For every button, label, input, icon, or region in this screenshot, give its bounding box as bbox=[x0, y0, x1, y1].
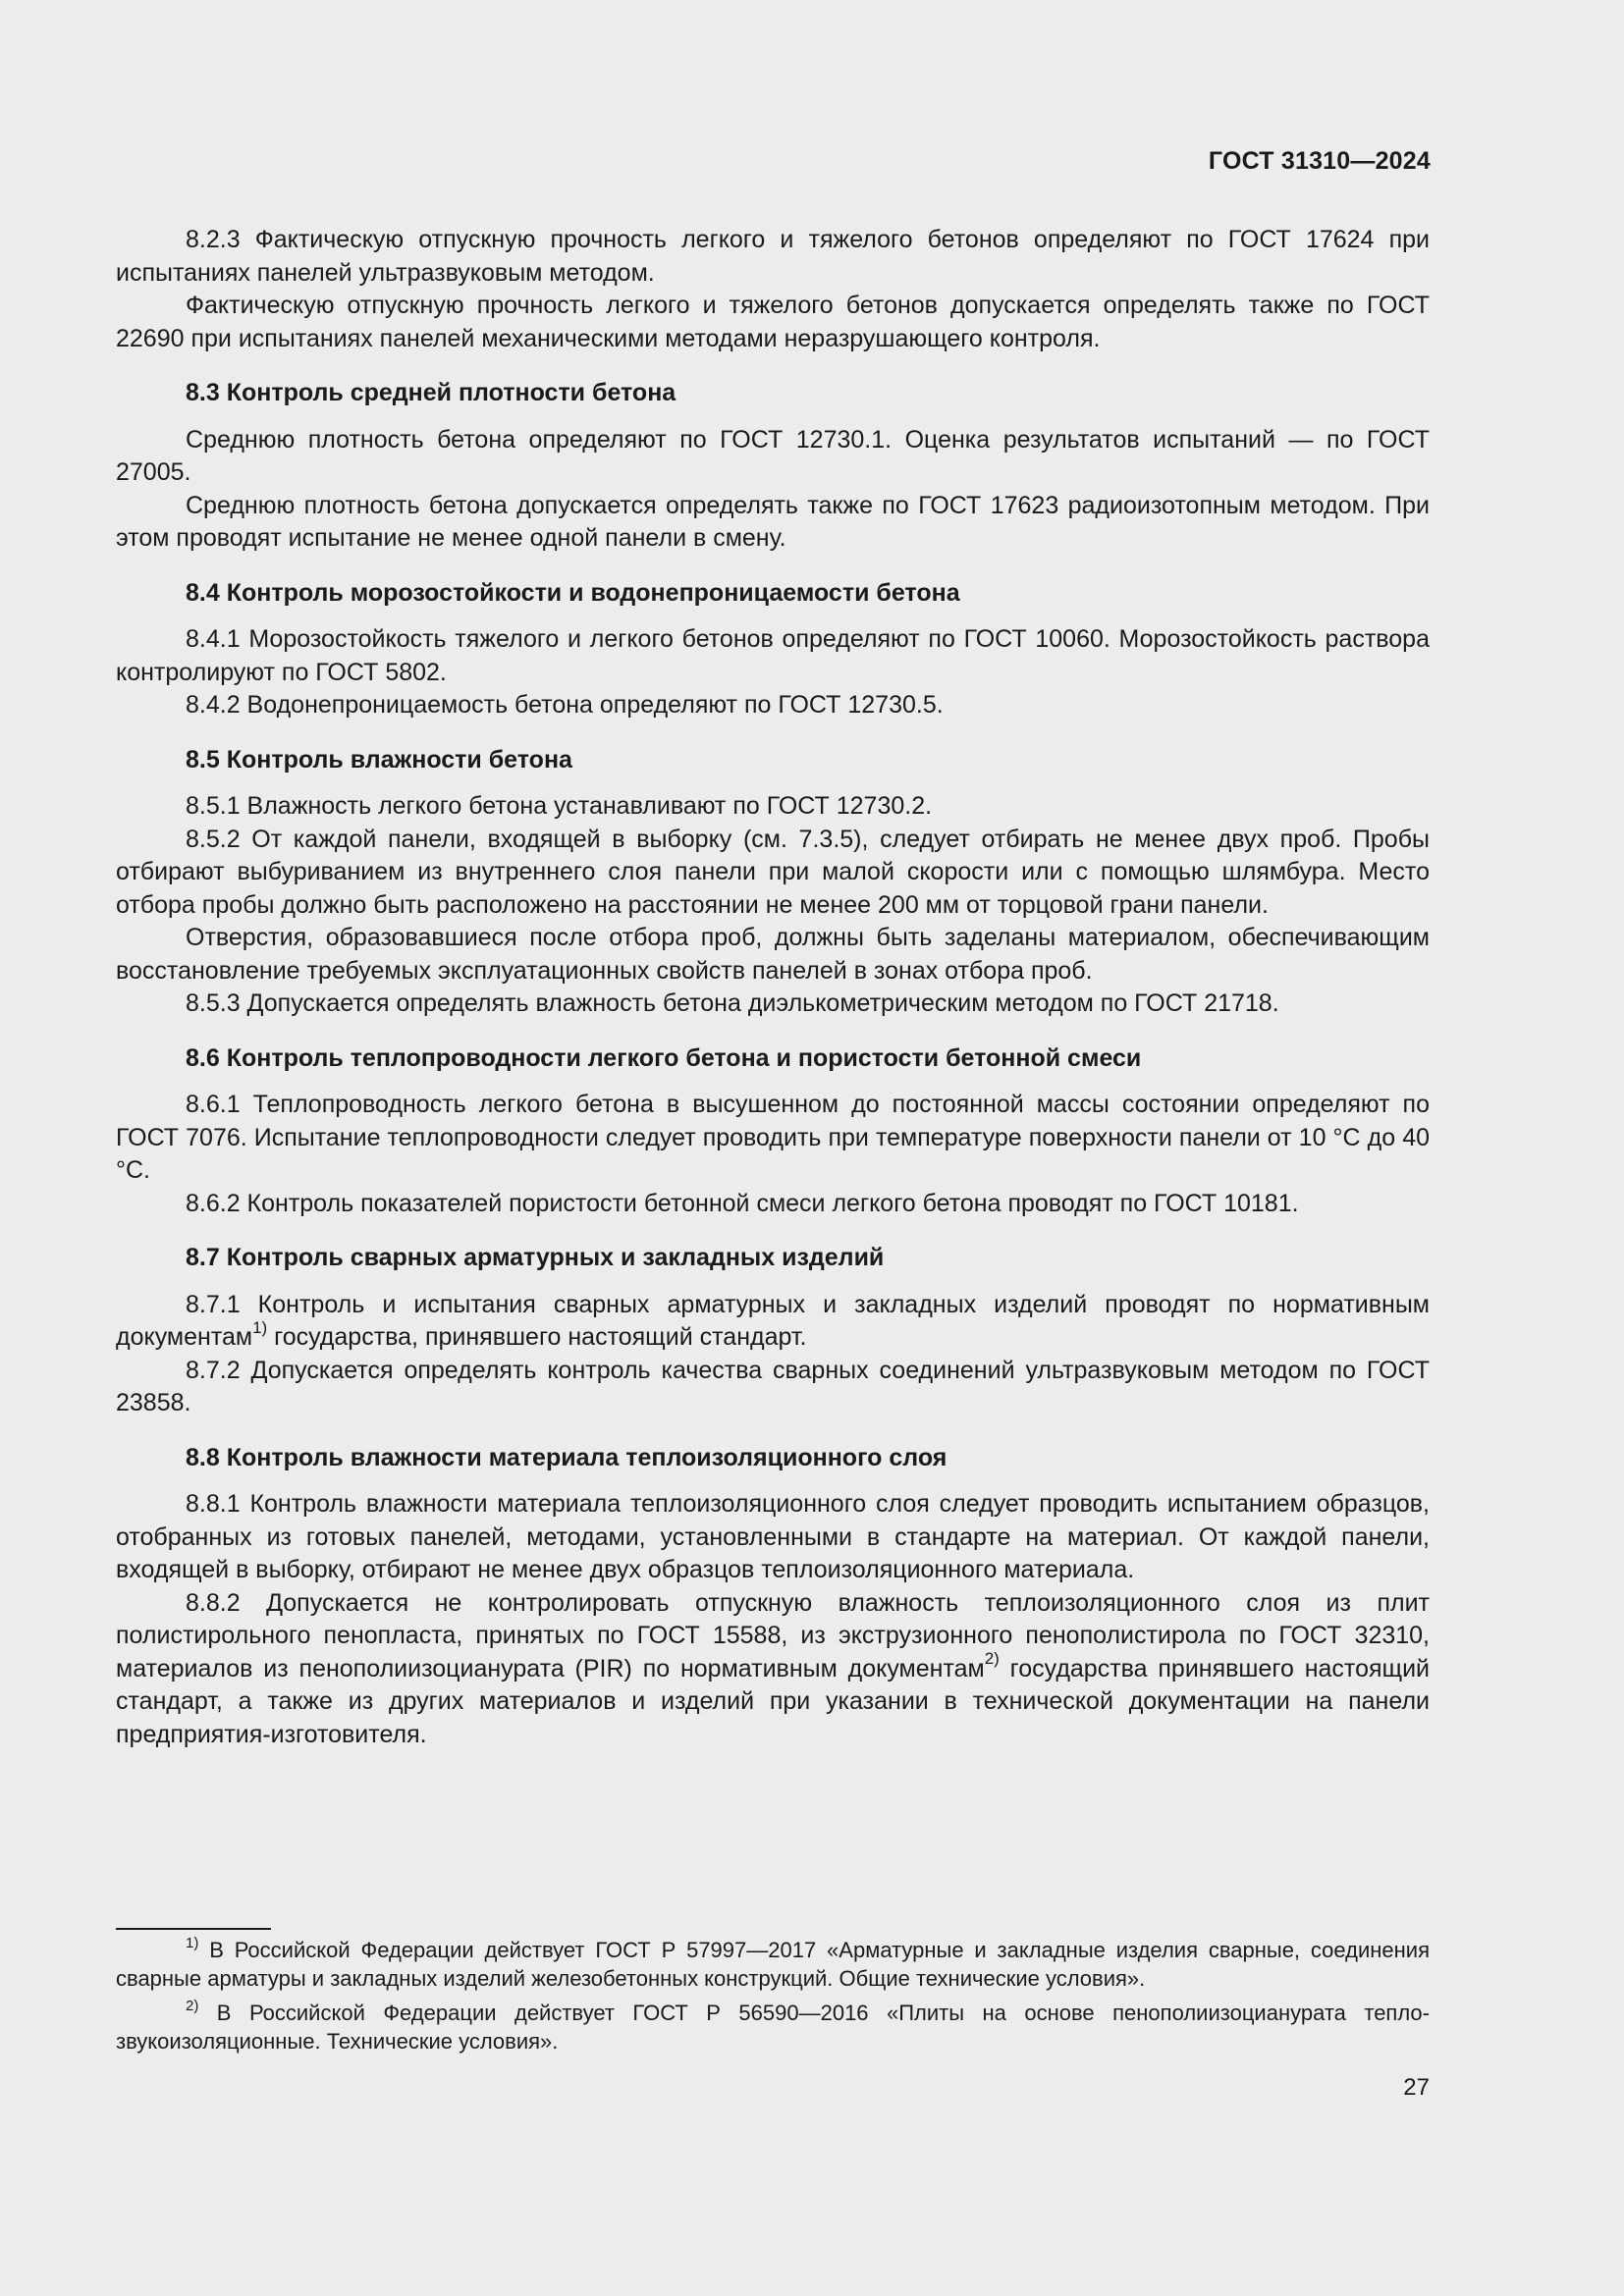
paragraph bbox=[116, 824, 1430, 923]
footnote bbox=[116, 1936, 1430, 1993]
paragraph bbox=[116, 424, 1430, 490]
paragraph-text: Среднюю плотность бетона определяют по ГОСТ 12730.1. Оценка результатов испытаний — по ГОСТ 27005. bbox=[116, 425, 1430, 486]
paragraph bbox=[116, 1089, 1430, 1188]
paragraph-text: 8.7 Контроль сварных арматурных и закладных изделий bbox=[186, 1244, 885, 1271]
paragraph bbox=[116, 1188, 1430, 1221]
paragraph-text: 8.8 Контроль влажности материала теплоизоляционного слоя bbox=[186, 1443, 947, 1471]
paragraph bbox=[116, 1488, 1430, 1587]
paragraph bbox=[116, 623, 1430, 689]
paragraph-text: 8.4 Контроль морозостойкости и водонепроницаемости бетона bbox=[186, 578, 960, 607]
paragraph bbox=[116, 1587, 1430, 1752]
paragraph bbox=[116, 790, 1430, 824]
paragraph-text: 8.8.1 Контроль влажности материала теплоизоляционного слоя следует проводить испытанием образцов, отобранных из готовых панелей, методами, установленными в стандарте на материал. От каждой панели, входящей в выборку, отбирают не менее двух образцов теплоизоляционного материала. bbox=[116, 1490, 1430, 1583]
paragraph bbox=[116, 224, 1430, 290]
paragraph-text: 8.5 Контроль влажности бетона bbox=[186, 745, 572, 774]
footnote-mark: 2) bbox=[186, 1997, 199, 2014]
section-heading bbox=[116, 1442, 1430, 1475]
paragraph-text: 8.8.2 Допускается не контролировать отпускную влажность теплоизоляционного слоя из плит полистирольного пенопласта, принятых по ГОСТ 15588, из экструзионного пенополистирола по ГОСТ 32310, материалов из пенополиизоцианурата (PIR) по нормативным документам bbox=[116, 1588, 1430, 1682]
paragraph-text: 8.4.2 Водонепроницаемость бетона определяют по ГОСТ 12730.5. bbox=[186, 691, 944, 719]
paragraph bbox=[116, 689, 1430, 722]
paragraph bbox=[116, 1289, 1430, 1355]
document-header: ГОСТ 31310—2024 bbox=[1208, 147, 1431, 175]
section-heading bbox=[116, 1042, 1430, 1076]
paragraph-text: Среднюю плотность бетона допускается определять также по ГОСТ 17623 радиоизотопным методом. При этом проводят испытание не менее одной панели в смену. bbox=[116, 491, 1430, 552]
paragraph-text: Отверстия, образовавшиеся после отбора проб, должны быть заделаны материалом, обеспечивающим восстановление требуемых эксплуатационных свойств панелей в зонах отбора проб. bbox=[116, 924, 1430, 985]
paragraph-text: 8.7.1 Контроль и испытания сварных арматурных и закладных изделий проводят по нормативным документам bbox=[116, 1290, 1430, 1351]
paragraph-text: 8.4.1 Морозостойкость тяжелого и легкого бетонов определяют по ГОСТ 10060. Морозостойкость раствора контролируют по ГОСТ 5802. bbox=[116, 625, 1430, 686]
footnote-reference: 2) bbox=[984, 1649, 1000, 1669]
paragraph bbox=[116, 1355, 1430, 1420]
paragraph bbox=[116, 988, 1430, 1021]
paragraph-text: 8.5.3 Допускается определять влажность бетона диэлькометрическим методом по ГОСТ 21718. bbox=[186, 989, 1279, 1017]
paragraph bbox=[116, 290, 1430, 355]
section-heading bbox=[116, 577, 1430, 611]
document-body bbox=[116, 224, 1430, 1751]
paragraph-text: государства, принявшего настоящий стандарт. bbox=[267, 1323, 807, 1351]
section-heading bbox=[116, 377, 1430, 410]
paragraph-text: 8.3 Контроль средней плотности бетона bbox=[186, 379, 677, 406]
paragraph-text: 8.5.2 От каждой панели, входящей в выборку (см. 7.3.5), следует отбирать не менее двух проб. Пробы отбирают выбуриванием из внутреннего слоя панели при малой скорости или с помощью шлямбура. Место отбора пробы должно быть расположено на расстоянии не менее 200 мм от торцовой грани панели. bbox=[116, 825, 1430, 919]
paragraph-text: 8.7.2 Допускается определять контроль качества сварных соединений ультразвуковым методом по ГОСТ 23858. bbox=[116, 1356, 1430, 1416]
page-number: 27 bbox=[1403, 2074, 1430, 2101]
footnote-text: В Российской Федерации действует ГОСТ Р 57997—2017 «Арматурные и закладные изделия сварные, соединения сварные арматуры и закладных изделий железобетонных конструкций. Общие технические условия». bbox=[116, 1938, 1430, 1991]
paragraph-text: 8.6 Контроль теплопроводности легкого бетона и пористости бетонной смеси bbox=[186, 1043, 1142, 1072]
paragraph-text: государства принявшего настоящий стандарт, а также из других материалов и изделий при указании в технической документации на панели предприятия-изготовителя. bbox=[116, 1654, 1431, 1748]
footnote bbox=[116, 1999, 1430, 2056]
section-heading bbox=[116, 1242, 1430, 1275]
paragraph-text: 8.2.3 Фактическую отпускную прочность легкого и тяжелого бетонов определяют по ГОСТ 17624 при испытаниях панелей ультразвуковым методом. bbox=[116, 226, 1430, 287]
footnote-text: В Российской Федерации действует ГОСТ Р 56590—2016 «Плиты на основе пенополиизоцианурата тепло-звукоизоляционные. Технические условия». bbox=[116, 2001, 1430, 2054]
paragraph-text: 8.6.1 Теплопроводность легкого бетона в высушенном до постоянной массы состоянии определяют по ГОСТ 7076. Испытание теплопроводности следует проводить при температуре поверхности панели от 10 °С до 40 °С. bbox=[116, 1091, 1430, 1184]
paragraph-text: 8.5.1 Влажность легкого бетона устанавливают по ГОСТ 12730.2. bbox=[186, 792, 933, 820]
footnote-divider bbox=[116, 1928, 271, 1930]
section-heading bbox=[116, 744, 1430, 777]
paragraph bbox=[116, 922, 1430, 988]
footnotes bbox=[116, 1936, 1430, 2061]
footnote-mark: 1) bbox=[186, 1934, 199, 1951]
footnote-reference: 1) bbox=[252, 1317, 268, 1337]
paragraph-text: 8.6.2 Контроль показателей пористости бетонной смеси легкого бетона проводят по ГОСТ 10181. bbox=[186, 1189, 1299, 1217]
paragraph bbox=[116, 490, 1430, 556]
paragraph-text: Фактическую отпускную прочность легкого и тяжелого бетонов допускается определять также по ГОСТ 22690 при испытаниях панелей механическими методами неразрушающего контроля. bbox=[116, 292, 1430, 352]
